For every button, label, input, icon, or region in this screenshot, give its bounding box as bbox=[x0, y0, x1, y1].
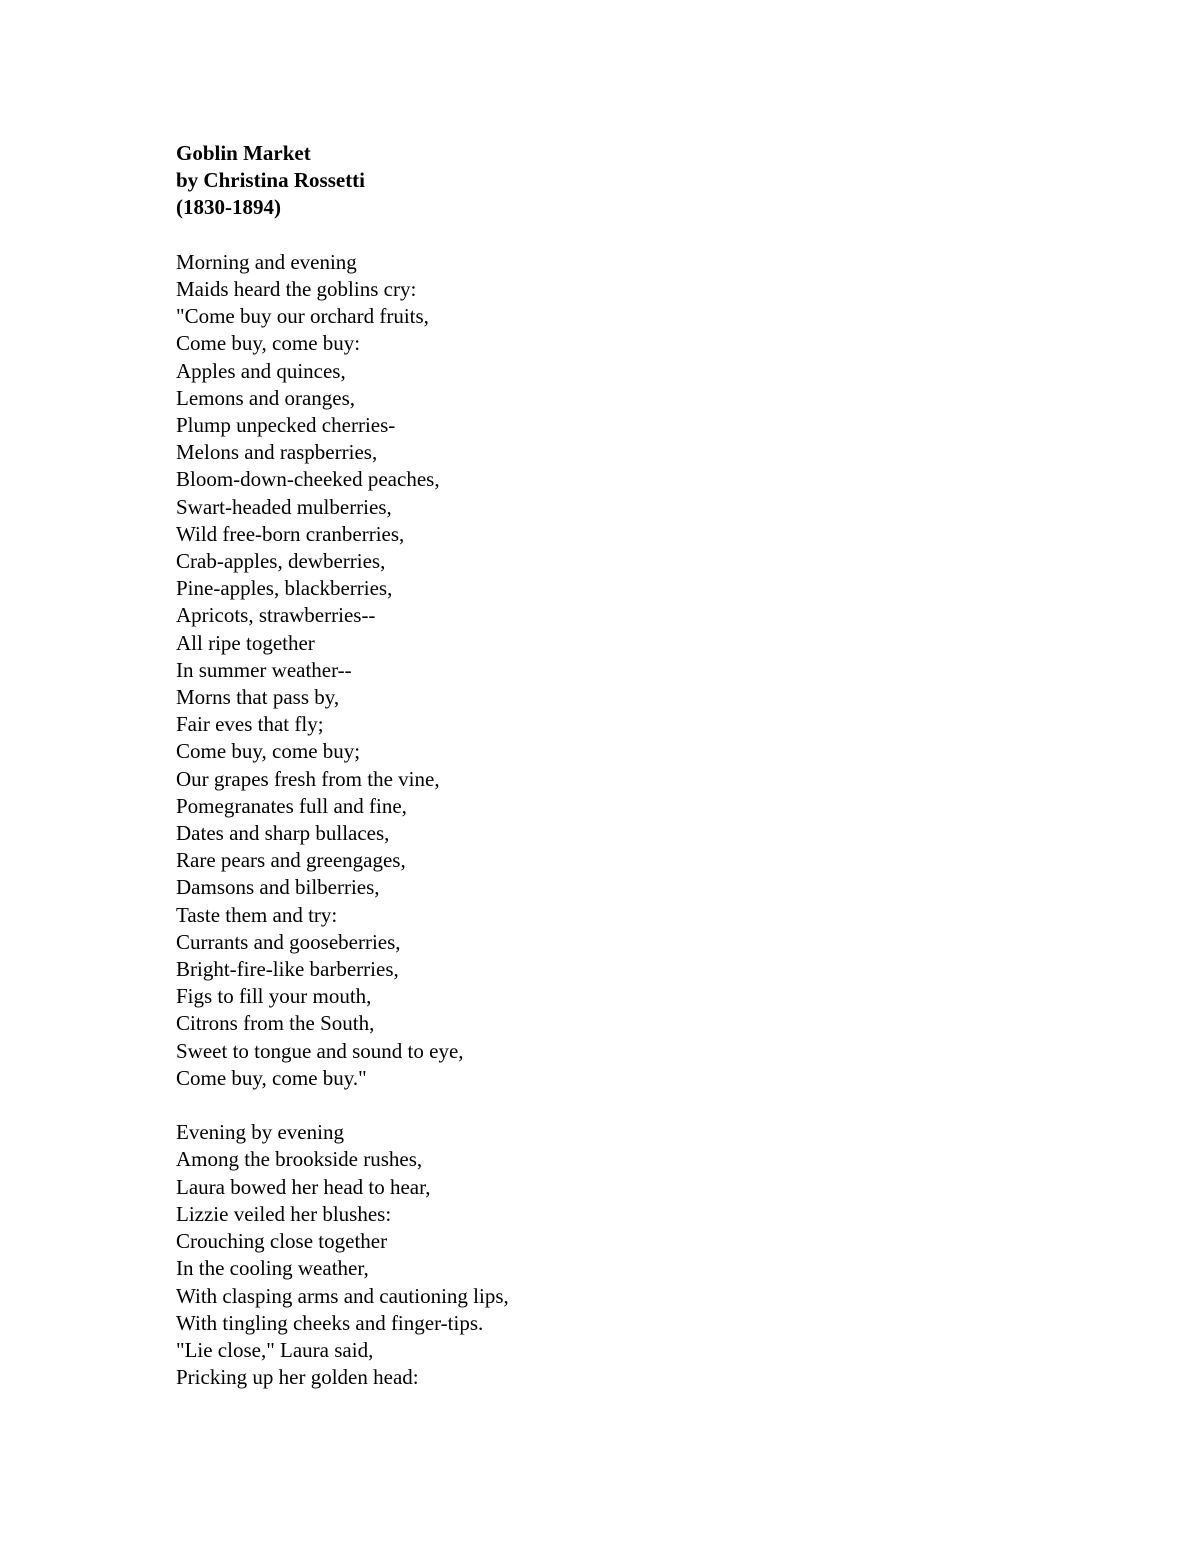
poem-line: Plump unpecked cherries- bbox=[176, 413, 396, 438]
poem-line: In summer weather-- bbox=[176, 657, 352, 682]
title-block bbox=[176, 140, 509, 222]
stanza-gap bbox=[176, 222, 509, 249]
stanza-gap bbox=[176, 1092, 509, 1119]
poem-line: Lizzie veiled her blushes: bbox=[176, 1201, 392, 1226]
poem-line: Apples and quinces, bbox=[176, 358, 346, 383]
stanza-2 bbox=[176, 1119, 509, 1391]
poem-line: Sweet to tongue and sound to eye, bbox=[176, 1038, 464, 1063]
poem-line: Our grapes fresh from the vine, bbox=[176, 766, 440, 791]
poem-line: In the cooling weather, bbox=[176, 1256, 369, 1281]
poem-line: Taste them and try: bbox=[176, 902, 338, 927]
poem-line: Evening by evening bbox=[176, 1120, 344, 1145]
poem-line: "Come buy our orchard fruits, bbox=[176, 304, 429, 329]
poem-line: Morns that pass by, bbox=[176, 685, 340, 710]
poem-line: Pricking up her golden head: bbox=[176, 1365, 419, 1390]
poem-content bbox=[176, 140, 509, 1391]
poem-body bbox=[176, 249, 509, 1392]
poem-line: Melons and raspberries, bbox=[176, 440, 378, 465]
poem-line: Figs to fill your mouth, bbox=[176, 984, 372, 1009]
poem-line: Wild free-born cranberries, bbox=[176, 521, 405, 546]
poem-line: Crab-apples, dewberries, bbox=[176, 549, 386, 574]
poem-line: Dates and sharp bullaces, bbox=[176, 821, 390, 846]
poem-line: "Lie close," Laura said, bbox=[176, 1337, 374, 1362]
poem-author-dates: (1830-1894) bbox=[176, 195, 281, 220]
poem-title: Goblin Market bbox=[176, 141, 311, 165]
poem-line: Maids heard the goblins cry: bbox=[176, 277, 417, 301]
poem-line: Apricots, strawberries-- bbox=[176, 603, 376, 628]
poem-line: Swart-headed mulberries, bbox=[176, 494, 392, 519]
poem-line: Currants and gooseberries, bbox=[176, 929, 401, 954]
poem-line: Come buy, come buy; bbox=[176, 739, 361, 764]
poem-line: Pine-apples, blackberries, bbox=[176, 576, 393, 601]
poem-line: With tingling cheeks and finger-tips. bbox=[176, 1310, 484, 1335]
poem-line: Citrons from the South, bbox=[176, 1011, 375, 1036]
poem-line: All ripe together bbox=[176, 630, 315, 655]
stanza-1 bbox=[176, 249, 509, 1092]
poem-line: Among the brookside rushes, bbox=[176, 1147, 423, 1172]
poem-line: Rare pears and greengages, bbox=[176, 848, 406, 873]
poem-line: Crouching close together bbox=[176, 1229, 388, 1254]
poem-line: Laura bowed her head to hear, bbox=[176, 1174, 431, 1199]
poem-line: Morning and evening bbox=[176, 249, 357, 274]
poem-line: Lemons and oranges, bbox=[176, 385, 356, 410]
poem-line: Bright-fire-like barberries, bbox=[176, 957, 399, 982]
poem-line: Bloom-down-cheeked peaches, bbox=[176, 467, 440, 492]
poem-line: Come buy, come buy: bbox=[176, 331, 361, 356]
poem-line: Fair eves that fly; bbox=[176, 712, 324, 737]
poem-line: With clasping arms and cautioning lips, bbox=[176, 1283, 509, 1308]
poem-line: Damsons and bilberries, bbox=[176, 875, 380, 900]
poem-author: by Christina Rossetti bbox=[176, 168, 366, 193]
poem-line: Come buy, come buy." bbox=[176, 1065, 367, 1090]
poem-line: Pomegranates full and fine, bbox=[176, 793, 407, 818]
